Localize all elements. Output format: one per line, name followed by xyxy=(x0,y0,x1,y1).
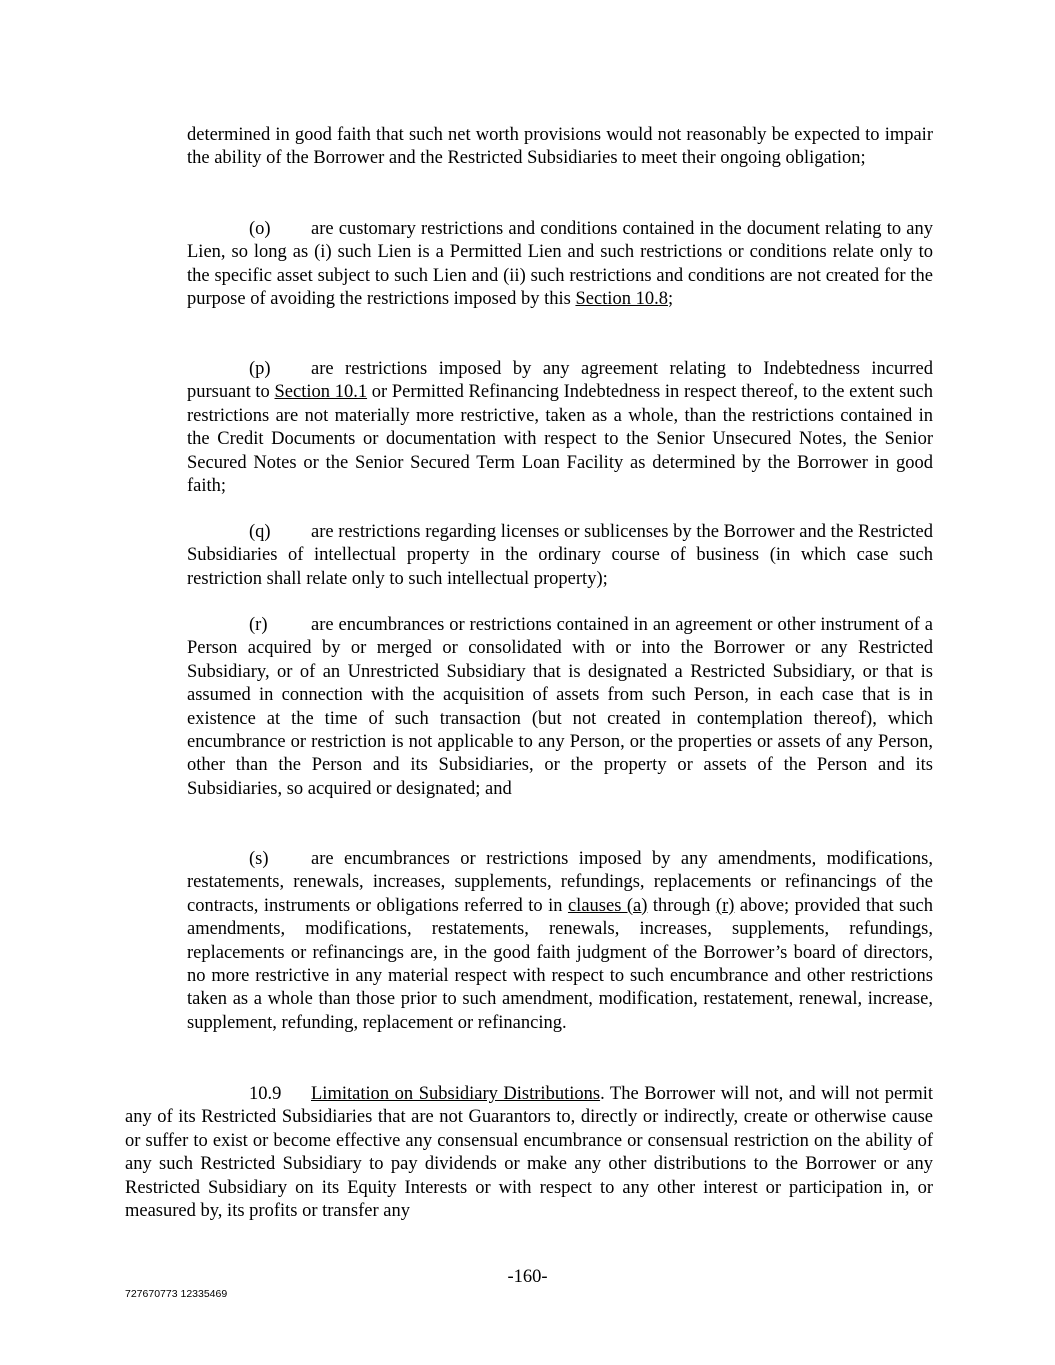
section-heading: Limitation on Subsidiary Distributions xyxy=(311,1084,601,1104)
paragraph-o xyxy=(187,218,933,312)
paragraph-q xyxy=(187,521,933,591)
paragraph-text: are restrictions regarding licenses or sublicenses by the Borrower and the Restricted Subsidiaries of intellectual property in the ordinary course of business (in which case such restriction shall relate only to such intellectual property); xyxy=(187,522,933,589)
paragraph-s xyxy=(187,848,933,1035)
clause-label: (r) xyxy=(249,615,268,635)
clause-reference-link[interactable]: clauses (a) xyxy=(567,895,648,916)
section-reference-link[interactable]: Section 10.8 xyxy=(575,289,668,310)
paragraph-text: ; xyxy=(667,289,674,310)
paragraph-p xyxy=(187,358,933,498)
clause-label: (s) xyxy=(249,849,269,869)
paragraph-n-continuation xyxy=(187,124,933,171)
section-reference-link[interactable]: Section 10.1 xyxy=(274,382,368,403)
document-id: 727670773 12335469 xyxy=(125,1288,228,1300)
page-number: -160- xyxy=(507,1267,548,1287)
section-heading-end: . xyxy=(600,1084,605,1104)
paragraph-text: or Permitted Refinancing Indebtedness in respect thereof, to the extent such restrictions are not materially more restrictive, taken as a whole, than the restrictions contained in the Credit Documents or documentation with respect to the Senior Unsecured Notes, the Senior Secured Notes or the Senior Secured Term Loan Facility as determined by the Borrower in good faith; xyxy=(187,382,933,497)
section-number: 10.9 xyxy=(249,1084,282,1104)
paragraph-text: determined in good faith that such net worth provisions would not reasonably be expected to impair the ability of the Borrower and the Restricted Subsidiaries to meet their ongoing obligation; xyxy=(187,125,933,169)
clause-label: (p) xyxy=(249,359,271,379)
paragraph-text: through xyxy=(647,895,716,916)
clause-reference-link[interactable]: (r) xyxy=(715,895,735,916)
paragraph-text: are encumbrances or restrictions contained in an agreement or other instrument of a Person acquired by or merged or consolidated with or into the Borrower or any Restricted Subsidiary, or of an Unrestricted Subsidiary that is designated a Restricted Subsidiary, or that is assumed in connection with the acquisition of assets from such Person, in each case that is in existence at the time of such transaction (but not created in contemplation thereof), which encumbrance or restriction is not applicable to any Person, or the properties or assets of any Person, other than the Person and its Subsidiaries, or the property or assets of the Person and its Subsidiaries, so acquired or designated; and xyxy=(187,615,933,799)
paragraph-text: are restrictions imposed by any agreement relating to Indebtedness incurred pursuant to xyxy=(187,359,933,403)
paragraph-text: are encumbrances or restrictions imposed by any amendments, modifications, restatements, renewals, increases, supplements, refundings, replacements or refinancings of the contracts, instruments or obligations referred to in xyxy=(187,849,933,916)
clause-label: (q) xyxy=(249,522,271,542)
paragraph-text: above; provided that such amendments, modifications, restatements, renewals, increases, supplements, refundings, replacements or refinancings are, in the good faith judgment of the Borrower’s board of directors, no more restrictive in any material respect with respect to such encumbrance and other restrictions taken as a whole than those prior to such amendment, modification, restatement, renewal, increase, supplement, refunding, replacement or refinancing. xyxy=(187,895,933,1033)
paragraph-text: are customary restrictions and conditions contained in the document relating to any Lien, so long as (i) such Lien is a Permitted Lien and such restrictions or conditions relate only to the specific asset subject to such Lien and (ii) such restrictions and conditions are not created for the purpose of avoiding the restrictions imposed by this xyxy=(187,219,933,310)
paragraph-r xyxy=(187,614,933,801)
clause-label: (o) xyxy=(249,219,271,239)
paragraph-text: The Borrower will not, and will not permit any of its Restricted Subsidiaries that are not Guarantors to, directly or indirectly, create or otherwise cause or suffer to exist or become effective any consensual encumbrance or consensual restriction on the ability of any such Restricted Subsidiary to pay dividends or make any other distributions to the Borrower or any Restricted Subsidiary on its Equity Interests or with respect to any other interest or participation in, or measured by, its profits or transfer any xyxy=(125,1084,933,1222)
section-10-9 xyxy=(125,1083,933,1223)
